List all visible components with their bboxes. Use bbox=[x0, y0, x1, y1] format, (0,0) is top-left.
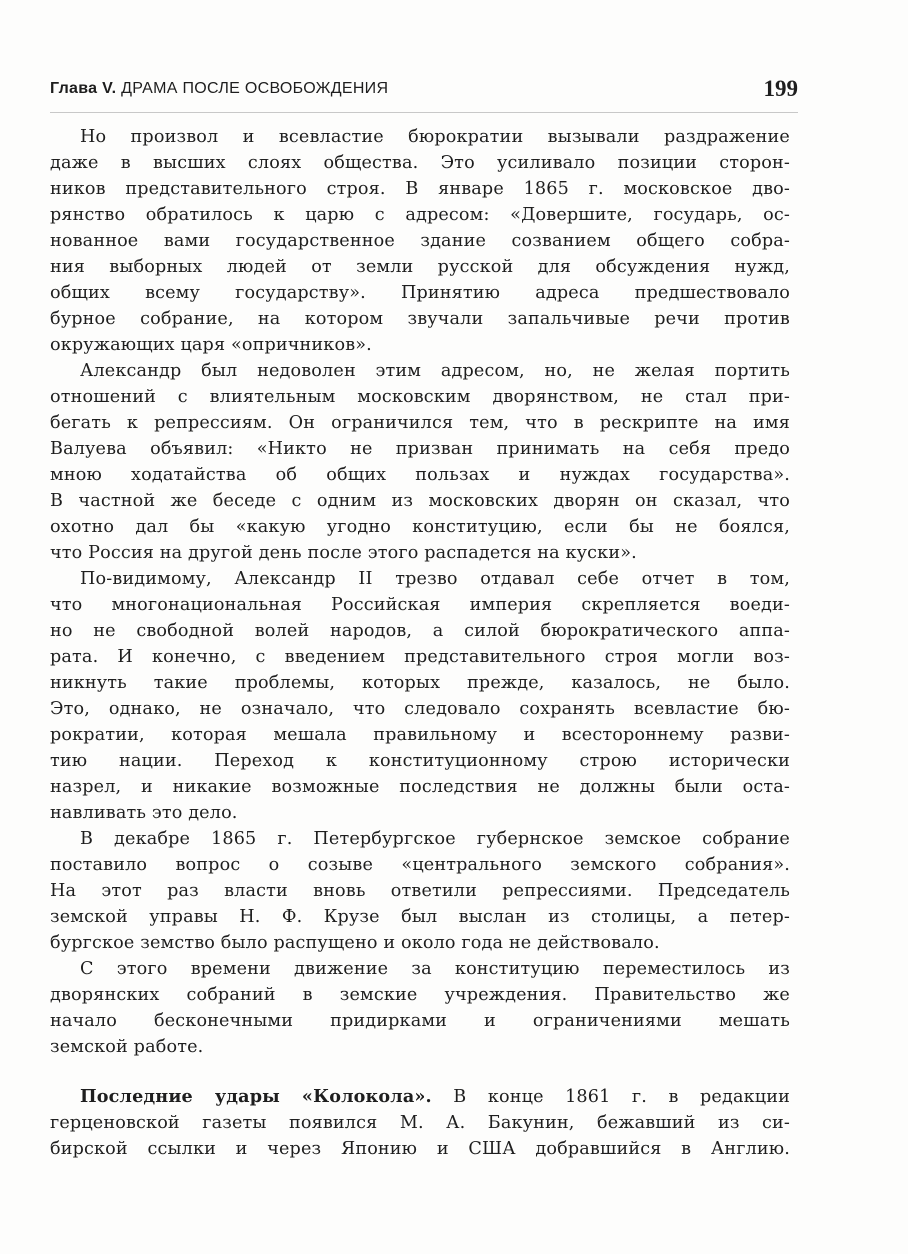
text-line: начало бесконечными придирками и ограничениями мешать bbox=[50, 1011, 790, 1031]
text-line bbox=[50, 1084, 790, 1110]
text-line: бегать к репрессиям. Он ограничился тем, что в рескрипте на имя bbox=[50, 413, 790, 433]
chapter-title: ДРАМА ПОСЛЕ ОСВОБОЖДЕНИЯ bbox=[121, 80, 389, 97]
section-first-line-text: В конце 1861 г. в редакции bbox=[453, 1087, 790, 1107]
text-line: отношений с влиятельным московским дворянством, не стал при- bbox=[50, 387, 790, 407]
text-line: В декабре 1865 г. Петербургское губернское земское собрание bbox=[80, 829, 790, 849]
header-divider bbox=[50, 112, 798, 113]
paragraph bbox=[50, 124, 790, 358]
text-line: навливать это дело. bbox=[50, 803, 238, 823]
text-line: Валуева объявил: «Никто не призван принимать на себя предо bbox=[50, 439, 790, 459]
text-line: мною ходатайства об общих пользах и нуждах государства». bbox=[50, 465, 790, 485]
text-line: земской работе. bbox=[50, 1037, 204, 1057]
paragraph bbox=[50, 956, 790, 1060]
text-line: нованное вами государственное здание созванием общего собра- bbox=[50, 231, 790, 251]
text-line: ников представительного строя. В январе 1865 г. московское дво- bbox=[50, 179, 790, 199]
text-line: бирской ссылки и через Японию и США добравшийся в Англию. bbox=[50, 1139, 790, 1159]
text-line: С этого времени движение за конституцию переместилось из bbox=[80, 959, 790, 979]
text-line: даже в высших слоях общества. Это усиливало позиции сторон- bbox=[50, 153, 790, 173]
text-line: земской управы Н. Ф. Крузе был выслан из столицы, а петер- bbox=[50, 907, 790, 927]
chapter-label: Глава V. bbox=[50, 80, 117, 97]
chapter-heading bbox=[50, 80, 388, 98]
text-line: По-видимому, Александр II трезво отдавал себе отчет в том, bbox=[80, 569, 790, 589]
text-line: Но произвол и всевластие бюрократии вызывали раздражение bbox=[80, 127, 790, 147]
text-line: На этот раз власти вновь ответили репрессиями. Председатель bbox=[50, 881, 790, 901]
text-line: бурное собрание, на котором звучали запальчивые речи против bbox=[50, 309, 790, 329]
text-line: рата. И конечно, с введением представительного строя могли воз- bbox=[50, 647, 790, 667]
paragraph bbox=[50, 826, 790, 956]
text-line: окружающих царя «опричников». bbox=[50, 335, 372, 355]
text-line: назрел, и никакие возможные последствия не должны были оста- bbox=[50, 777, 790, 797]
text-line: герценовской газеты появился М. А. Бакунин, бежавший из си- bbox=[50, 1113, 790, 1133]
text-line: бургское земство было распущено и около года не действовало. bbox=[50, 933, 660, 953]
text-line: дворянских собраний в земские учреждения. Правительство же bbox=[50, 985, 790, 1005]
text-line: Это, однако, не означало, что следовало сохранять всевластие бю- bbox=[50, 699, 790, 719]
page-number: 199 bbox=[763, 76, 798, 101]
text-line: но не свободной волей народов, а силой бюрократического аппа- bbox=[50, 621, 790, 641]
paragraph bbox=[50, 358, 790, 566]
text-line: рократии, которая мешала правильному и всестороннему разви- bbox=[50, 725, 790, 745]
text-line: В частной же беседе с одним из московских дворян он сказал, что bbox=[50, 491, 790, 511]
text-line: тию нации. Переход к конституционному строю исторически bbox=[50, 751, 790, 771]
section bbox=[50, 1084, 790, 1162]
text-line: никнуть такие проблемы, которых прежде, казалось, не было. bbox=[50, 673, 790, 693]
section-gap bbox=[50, 1060, 790, 1084]
text-line: что Россия на другой день после этого распадется на куски». bbox=[50, 543, 637, 563]
text-line: поставило вопрос о созыве «центрального земского собрания». bbox=[50, 855, 790, 875]
body-text bbox=[50, 124, 790, 1162]
text-line: Александр был недоволен этим адресом, но, не желая портить bbox=[80, 361, 790, 381]
text-line: охотно дал бы «какую угодно конституцию, если бы не боялся, bbox=[50, 517, 790, 537]
running-header bbox=[50, 76, 798, 106]
text-line: что многонациональная Российская империя скрепляется воеди- bbox=[50, 595, 790, 615]
text-line: ния выборных людей от земли русской для обсуждения нужд, bbox=[50, 257, 790, 277]
text-line: общих всему государству». Принятию адреса предшествовало bbox=[50, 283, 790, 303]
section-heading: Последние удары «Колокола». bbox=[80, 1086, 432, 1107]
paragraph bbox=[50, 566, 790, 826]
text-line: рянство обратилось к царю с адресом: «Довершите, государь, ос- bbox=[50, 205, 790, 225]
